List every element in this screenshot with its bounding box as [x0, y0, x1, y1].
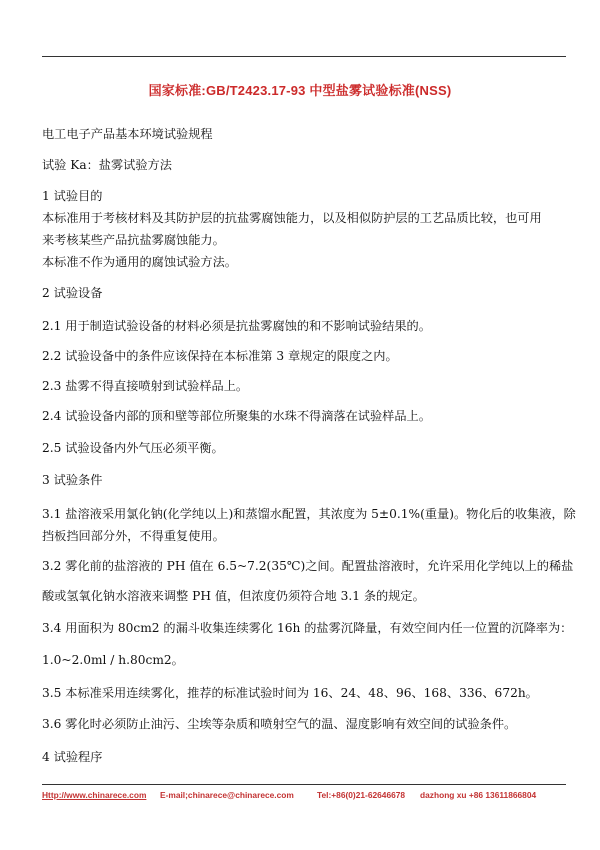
section-1-heading: 1 试验目的 — [42, 189, 103, 203]
header-rule — [42, 56, 566, 57]
subtitle-regulation: 电工电子产品基本环境试验规程 — [42, 127, 213, 141]
footer-rule — [42, 784, 566, 785]
clause-2-2: 2.2 试验设备中的条件应该保持在本标准第 3 章规定的限度之内。 — [42, 349, 398, 363]
subtitle-test-method: 试验 Ka：盐雾试验方法 — [42, 158, 172, 172]
section-1-paragraph-line-2: 来考核某些产品抗盐雾腐蚀能力。 — [42, 233, 225, 247]
section-4-heading: 4 试验程序 — [42, 750, 103, 764]
footer-contact: dazhong xu +86 13611866804 — [420, 790, 537, 800]
clause-2-4: 2.4 试验设备内部的顶和壁等部位所聚集的水珠不得滴落在试验样品上。 — [42, 409, 431, 423]
clause-3-2-line-2: 酸或氢氧化钠水溶液来调整 PH 值，但浓度仍须符合地 3.1 条的规定。 — [42, 589, 425, 603]
clause-3-4-line-1: 3.4 用面积为 80cm2 的漏斗收集连续雾化 16h 的盐雾沉降量，有效空间内任一位置的沉降率为： — [42, 621, 573, 635]
clause-3-5: 3.5 本标准采用连续雾化，推荐的标准试验时间为 16、24、48、96、168、336、672h。 — [42, 686, 538, 700]
clause-2-3: 2.3 盐雾不得直接喷射到试验样品上。 — [42, 379, 249, 393]
clause-2-1: 2.1 用于制造试验设备的材料必须是抗盐雾腐蚀的和不影响试验结果的。 — [42, 319, 431, 333]
footer-website-link[interactable]: Http://www.chinarece.com — [42, 790, 147, 800]
clause-3-4-line-2: 1.0~2.0ml / h.80cm2。 — [42, 653, 184, 667]
clause-3-6: 3.6 雾化时必须防止油污、尘埃等杂质和喷射空气的温、湿度影响有效空间的试验条件。 — [42, 717, 517, 731]
clause-3-2-line-1: 3.2 雾化前的盐溶液的 PH 值在 6.5~7.2(35℃)之间。配置盐溶液时，允许采用化学纯以上的稀盐 — [42, 559, 574, 573]
clause-2-5: 2.5 试验设备内外气压必须平衡。 — [42, 441, 224, 455]
footer-telephone: Tel:+86(0)21-62646678 — [317, 790, 406, 800]
document-title: 国家标准:GB/T2423.17-93 中型盐雾试验标准(NSS) — [148, 83, 452, 98]
section-3-heading: 3 试验条件 — [42, 473, 103, 487]
section-1-note: 本标准不作为通用的腐蚀试验方法。 — [42, 255, 237, 269]
clause-3-1-line-2: 挡板挡回部分外，不得重复使用。 — [42, 529, 225, 543]
clause-3-1-line-1: 3.1 盐溶液采用氯化钠(化学纯以上)和蒸馏水配置，其浓度为 5±0.1%(重量)。物化后的收集液，除 — [42, 507, 576, 521]
section-1-paragraph-line-1: 本标准用于考核材料及其防护层的抗盐雾腐蚀能力，以及相似防护层的工艺品质比较，也可用 — [42, 211, 542, 225]
section-2-heading: 2 试验设备 — [42, 286, 103, 300]
footer-email[interactable]: E-mail;chinarece@chinarece.com — [160, 790, 294, 800]
